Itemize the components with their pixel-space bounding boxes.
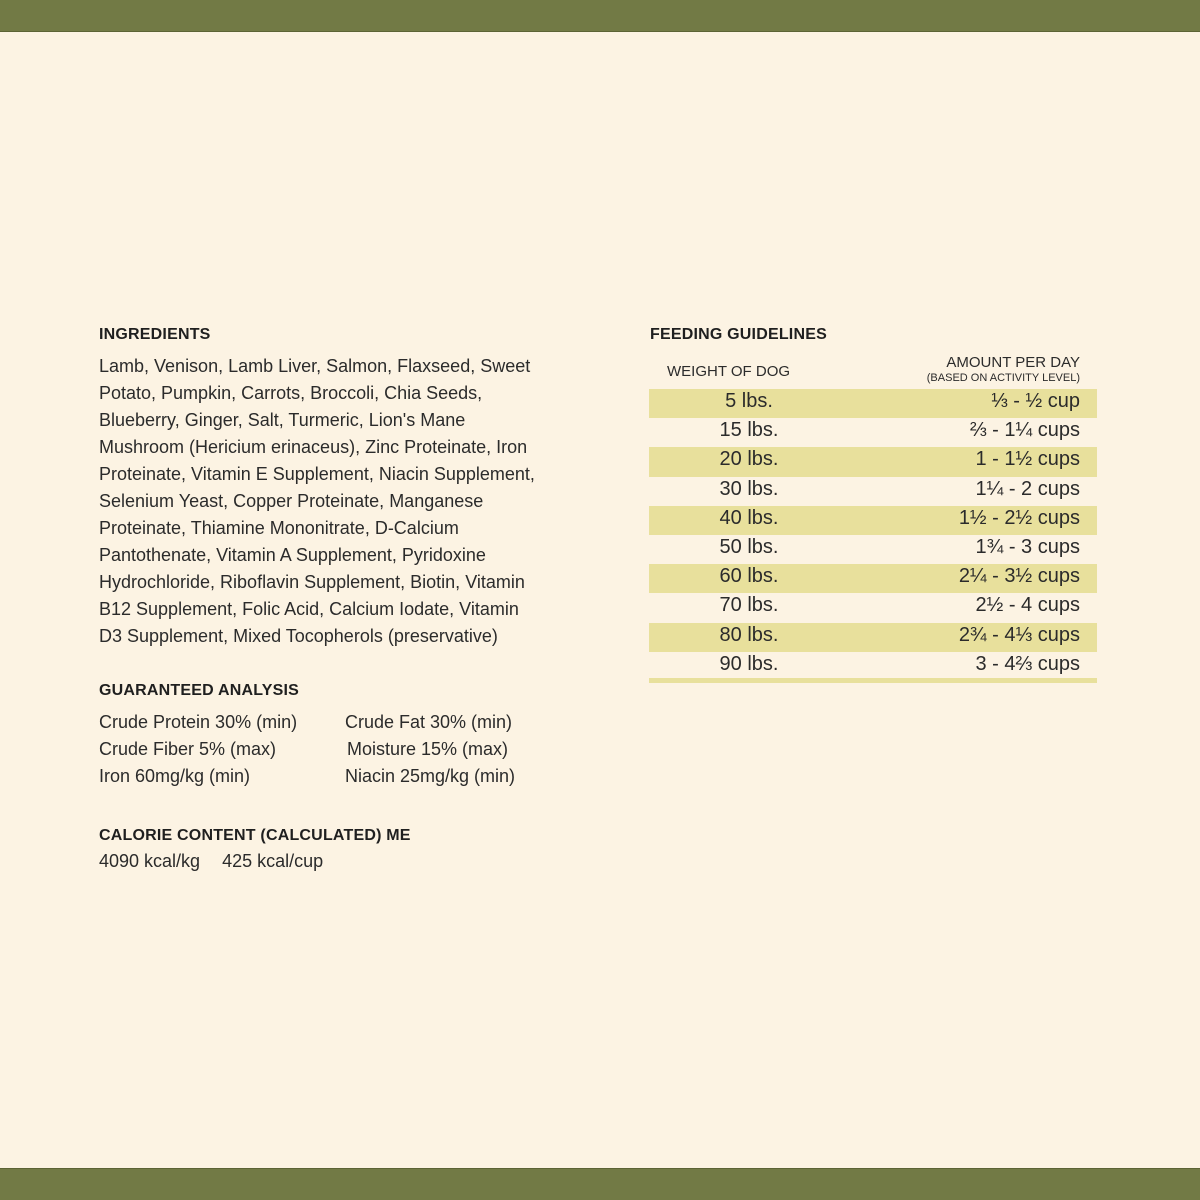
row-weight: 5 lbs. (725, 390, 773, 412)
row-amount: 3 - 4⅔ cups (975, 652, 1080, 675)
feeding-rows (649, 389, 1097, 681)
row-amount: 1¼ - 2 cups (975, 477, 1080, 500)
calorie-heading: CALORIE CONTENT (CALCULATED) ME (99, 827, 411, 844)
row-amount: 2¾ - 4⅓ cups (958, 623, 1080, 646)
row-amount: 1 - 1½ cups (975, 448, 1080, 471)
analysis-value: Crude Protein 30% (min) (99, 712, 298, 732)
calorie-per-kg: 4090 kcal/kg (99, 851, 201, 871)
ingredients-line: D3 Supplement, Mixed Tocopherols (preservative) (99, 626, 498, 646)
row-weight: 70 lbs. (719, 594, 779, 617)
table-row (649, 564, 1097, 593)
analysis-value: Moisture 15% (max) (347, 739, 509, 759)
table-row (649, 593, 1097, 622)
row-amount: ⅓ - ½ cup (991, 390, 1080, 412)
ingredients-heading: INGREDIENTS (99, 326, 211, 343)
calorie-per-cup: 425 kcal/cup (222, 851, 324, 871)
row-weight: 60 lbs. (719, 565, 779, 588)
table-row (649, 652, 1097, 681)
column-header-amount-label: AMOUNT PER DAY (946, 354, 1080, 371)
analysis-value: Crude Fiber 5% (max) (99, 739, 277, 759)
table-row (649, 418, 1097, 447)
analysis-value: Crude Fat 30% (min) (345, 712, 513, 732)
row-weight: 90 lbs. (719, 652, 779, 675)
ingredients-line: Lamb, Venison, Lamb Liver, Salmon, Flaxseed, Sweet (99, 356, 531, 376)
row-amount: 2¼ - 3½ cups (958, 565, 1080, 588)
row-amount: 1½ - 2½ cups (958, 506, 1080, 529)
ingredients-line: Pantothenate, Vitamin A Supplement, Pyridoxine (99, 545, 486, 565)
row-weight: 50 lbs. (719, 535, 779, 558)
column-header-amount-note: (BASED ON ACTIVITY LEVEL) (926, 372, 1080, 384)
ingredients-line: Potato, Pumpkin, Carrots, Broccoli, Chia Seeds, (99, 383, 483, 403)
row-weight: 20 lbs. (719, 448, 779, 471)
row-weight: 80 lbs. (719, 623, 779, 646)
ingredients-line: Selenium Yeast, Copper Proteinate, Manganese (99, 491, 484, 511)
calorie-values (99, 851, 323, 872)
table-row (649, 535, 1097, 564)
analysis-value: Iron 60mg/kg (min) (99, 766, 251, 786)
table-row (649, 506, 1097, 535)
analysis-heading: GUARANTEED ANALYSIS (99, 682, 299, 699)
analysis-value: Niacin 25mg/kg (min) (345, 766, 516, 786)
ingredients-list (99, 353, 579, 650)
top-band (0, 0, 1200, 32)
table-row (649, 447, 1097, 476)
row-amount: 2½ - 4 cups (975, 594, 1080, 617)
ingredients-line: B12 Supplement, Folic Acid, Calcium Iodate, Vitamin (99, 599, 519, 619)
column-header-amount (927, 354, 1080, 384)
row-amount: ⅔ - 1¼ cups (969, 419, 1080, 442)
table-row (649, 623, 1097, 652)
row-amount: 1¾ - 3 cups (975, 535, 1080, 558)
row-weight: 15 lbs. (719, 419, 779, 442)
ingredients-line: Proteinate, Thiamine Mononitrate, D-Calcium (99, 518, 459, 538)
row-weight: 30 lbs. (719, 477, 779, 500)
feeding-heading: FEEDING GUIDELINES (650, 326, 827, 343)
bottom-band (0, 1168, 1200, 1200)
table-bottom-rule (649, 678, 1097, 683)
table-row (649, 477, 1097, 506)
ingredients-line: Proteinate, Vitamin E Supplement, Niacin Supplement, (99, 464, 535, 484)
ingredients-line: Blueberry, Ginger, Salt, Turmeric, Lion's Mane (99, 410, 466, 430)
column-header-weight: WEIGHT OF DOG (667, 363, 791, 380)
ingredients-line: Mushroom (Hericium erinaceus), Zinc Proteinate, Iron (99, 437, 528, 457)
row-weight: 40 lbs. (719, 506, 779, 529)
ingredients-line: Hydrochloride, Riboflavin Supplement, Biotin, Vitamin (99, 572, 525, 592)
table-row (649, 389, 1097, 418)
